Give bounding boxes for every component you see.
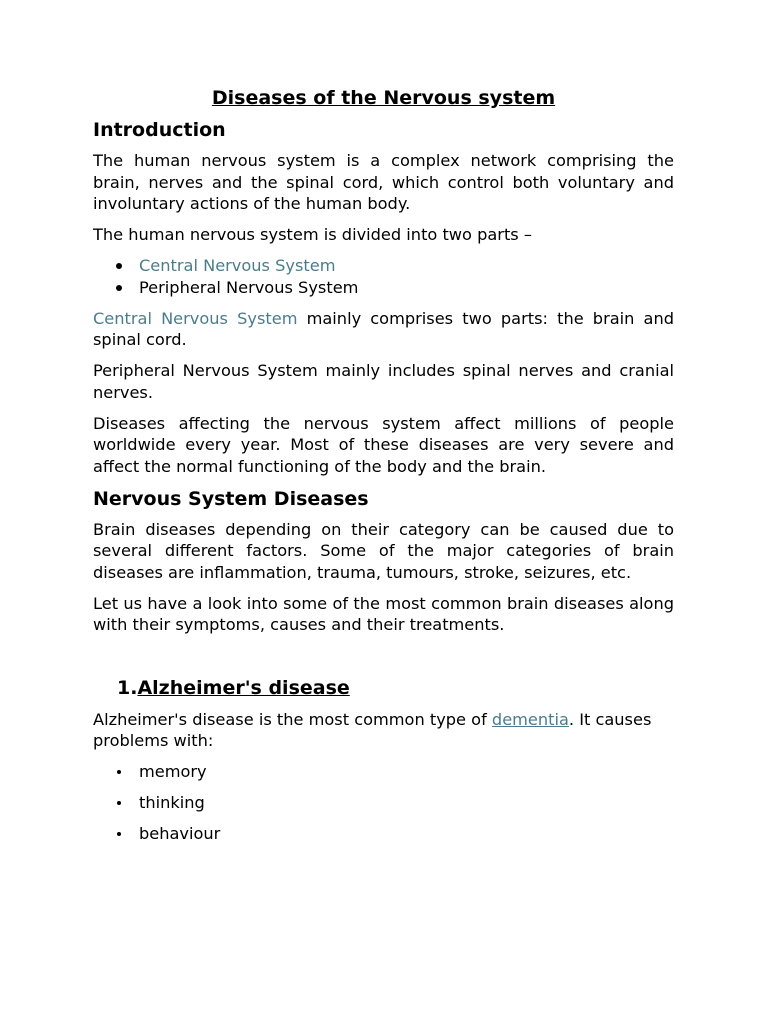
cns-paragraph <box>93 308 674 351</box>
list-item-thinking: thinking <box>139 792 674 814</box>
diseases-paragraph: Diseases affecting the nervous system affect millions of people worldwide every year. Most of these diseases are very severe and affect the normal functioning of the body and the brain. <box>93 413 674 476</box>
alzheimers-paragraph-start: Alzheimer's disease is the most common type of <box>93 709 492 729</box>
list-item-behaviour: behaviour <box>139 823 674 845</box>
alzheimers-heading <box>117 676 674 700</box>
document-title: Diseases of the Nervous system <box>211 87 556 109</box>
alzheimers-heading-text: Alzheimer's disease <box>137 676 350 699</box>
list-item-memory: memory <box>139 761 674 783</box>
central-nervous-system-link[interactable]: Central Nervous System <box>139 256 336 275</box>
alzheimers-heading-number: 1. <box>117 676 138 699</box>
alzheimers-paragraph <box>93 709 674 752</box>
alzheimers-paragraph-end: . It causes problems with: <box>93 709 652 750</box>
intro-paragraph-2: The human nervous system is divided into two parts – <box>93 225 532 244</box>
intro-paragraph-1: The human nervous system is a complex network comprising the brain, nerves and the spinal cord, which control both voluntary and involuntary actions of the human body. <box>93 151 674 213</box>
cns-paragraph-text: mainly comprises two parts: the brain and spinal cord. <box>93 308 674 349</box>
nsd-paragraph-2: Let us have a look into some of the most common brain diseases along with their symptoms, causes and their treatments. <box>93 593 674 634</box>
cns-inline-link[interactable]: Central Nervous System <box>93 308 298 328</box>
pns-paragraph: Peripheral Nervous System mainly includes spinal nerves and cranial nerves. <box>93 361 674 402</box>
introduction-heading: Introduction <box>93 119 226 141</box>
document-page <box>93 86 674 854</box>
list-item-peripheral-nervous-system: Peripheral Nervous System <box>139 277 674 299</box>
list-item-central-nervous-system[interactable] <box>139 255 674 277</box>
nervous-system-diseases-heading: Nervous System Diseases <box>93 487 369 510</box>
alzheimers-symptoms-list <box>93 761 674 845</box>
nervous-system-parts-list <box>93 255 674 298</box>
nsd-paragraph-1: Brain diseases depending on their category can be caused due to several different factors. Some of the major categories of brain diseases are inflammation, trauma, tumours, stroke, seizures, etc. <box>93 519 674 582</box>
dementia-link[interactable]: dementia <box>491 709 569 729</box>
